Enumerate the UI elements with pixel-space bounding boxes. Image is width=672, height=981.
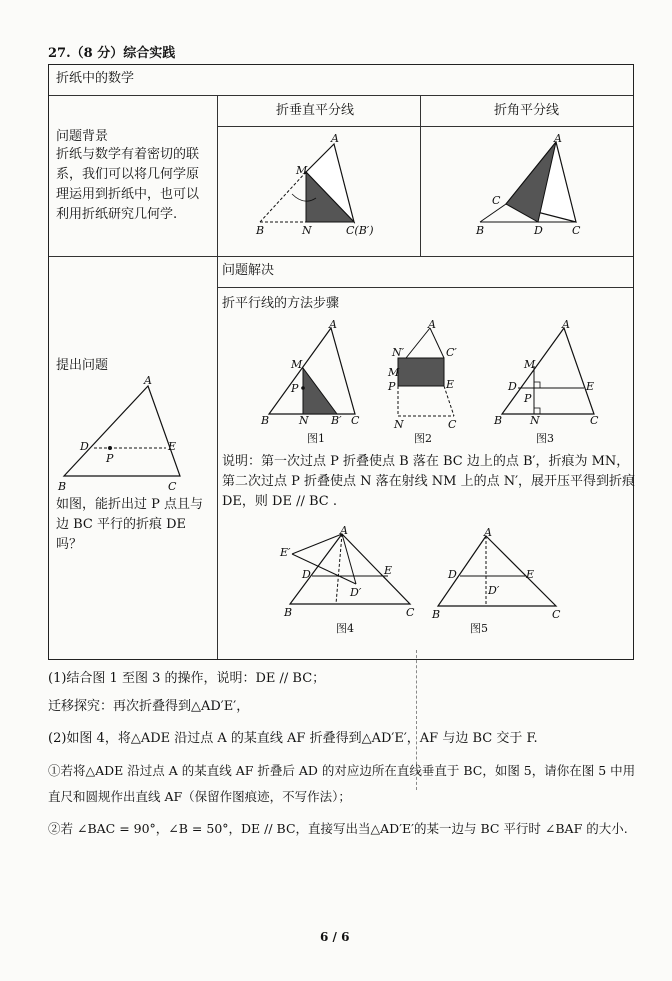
label-D: D <box>448 568 457 581</box>
label-P: P <box>388 380 396 393</box>
label-A: A <box>340 524 348 537</box>
label-Cp: C′ <box>446 346 457 359</box>
figure-1 <box>255 318 365 446</box>
explain-line-1: 说明：第一次过点 P 折叠使点 B 落在 BC 边上的点 B′，折痕为 MN， <box>222 454 630 469</box>
label-B: B <box>432 608 441 621</box>
label-E: E <box>384 564 393 577</box>
question-title: 提出问题 <box>56 358 109 373</box>
question-1: (1)结合图 1 至图 3 的操作，说明：DE // BC； <box>48 671 326 686</box>
label-D: D <box>534 224 543 237</box>
label-D: D <box>508 380 517 393</box>
background-line-4: 利用折纸研究几何学. <box>56 207 178 222</box>
label-M: M <box>388 366 400 379</box>
label-A: A <box>428 318 436 331</box>
label-A: A <box>144 374 152 387</box>
figure-1-caption: 图1 <box>307 432 325 445</box>
figure-2 <box>378 318 478 446</box>
question-line-1: 如图，能折出过 P 点且与 <box>56 497 204 512</box>
label-E: E <box>168 440 177 453</box>
label-P: P <box>524 392 532 405</box>
label-C: C <box>406 606 415 619</box>
label-B: B <box>256 224 265 237</box>
label-A: A <box>329 318 337 331</box>
label-C2: C <box>572 224 581 237</box>
question-2-2: ②若 ∠BAC = 90°，∠B = 50°，DE // BC，直接写出当△AD′E′的某一边与 BC 平行时 ∠BAF 的大小. <box>48 821 628 836</box>
label-C: C <box>448 418 457 431</box>
question-figure <box>54 372 184 494</box>
label-CB: C(B′) <box>346 224 374 237</box>
label-N: N <box>394 418 404 431</box>
label-C: C <box>552 608 561 621</box>
question-line-3: 吗？ <box>56 537 83 552</box>
angle-bisector-figure <box>470 132 600 242</box>
label-A: A <box>554 132 562 145</box>
explain-line-2: 第二次过点 P 折叠使点 N 落在射线 NM 上的点 N′，展开压平得到折痕 <box>222 474 636 489</box>
label-A: A <box>484 526 492 539</box>
col-angle-bisector: 折角平分线 <box>494 103 560 118</box>
question-2-1-line-2: 直尺和圆规作出直线 AF（保留作图痕迹，不写作法）； <box>48 789 351 804</box>
steps-title: 折平行线的方法步骤 <box>222 296 340 311</box>
explain-line-3: DE，则 DE // BC . <box>222 494 337 509</box>
label-C: C <box>492 194 501 207</box>
label-C: C <box>351 414 360 427</box>
label-N: N <box>302 224 312 237</box>
label-E: E <box>526 568 535 581</box>
label-A: A <box>562 318 570 331</box>
label-B: B <box>261 414 270 427</box>
perp-bisector-figure <box>250 132 380 242</box>
label-Dp: D′ <box>350 586 362 599</box>
label-Dp: D′ <box>488 584 500 597</box>
scan-mark <box>416 650 417 790</box>
figure-4 <box>272 524 422 636</box>
label-B: B <box>494 414 503 427</box>
figure-3-caption: 图3 <box>536 432 554 445</box>
figure-2-caption: 图2 <box>414 432 432 445</box>
label-A: A <box>331 132 339 145</box>
figure-3 <box>490 318 610 446</box>
label-P: P <box>291 382 299 395</box>
label-D: D <box>80 440 89 453</box>
col-perpendicular-bisector: 折垂直平分线 <box>276 103 355 118</box>
label-Ep: E′ <box>280 546 291 559</box>
label-B: B <box>284 606 293 619</box>
page-number: 6 / 6 <box>320 930 350 944</box>
background-line-2: 系，我们可以将几何学原 <box>56 167 200 182</box>
label-N: N <box>530 414 540 427</box>
label-E: E <box>586 380 595 393</box>
label-D: D <box>302 568 311 581</box>
label-C: C <box>168 480 177 493</box>
figure-5-caption: 图5 <box>470 622 488 635</box>
question-line-2: 边 BC 平行的折痕 DE <box>56 517 187 532</box>
label-E: E <box>446 378 455 391</box>
background-title: 问题背景 <box>56 129 109 144</box>
label-Bp: B′ <box>331 414 342 427</box>
problem-title: 27.（8 分）综合实践 <box>48 46 176 61</box>
question-2: (2)如图 4，将△ADE 沿过点 A 的某直线 AF 折叠得到△AD′E′，AF 与边 BC 交于 F. <box>48 731 538 746</box>
figure-4-caption: 图4 <box>336 622 354 635</box>
section-title: 折纸中的数学 <box>56 71 135 86</box>
question-2-1-line-1: ①若将△ADE 沿过点 A 的某直线 AF 折叠后 AD 的对应边所在直线垂直于 BC，如图 5，请你在图 5 中用 <box>48 763 636 778</box>
label-B: B <box>476 224 485 237</box>
label-M: M <box>524 358 536 371</box>
solve-title: 问题解决 <box>222 263 275 278</box>
label-Np: N′ <box>392 346 405 359</box>
label-M: M <box>291 358 303 371</box>
figure-5 <box>428 524 568 636</box>
label-M: M <box>296 164 308 177</box>
label-B: B <box>58 480 67 493</box>
label-P: P <box>106 452 114 465</box>
label-N: N <box>299 414 309 427</box>
background-line-3: 理运用到折纸中，也可以 <box>56 187 200 202</box>
label-C: C <box>590 414 599 427</box>
background-line-1: 折纸与数学有着密切的联 <box>56 147 200 162</box>
transfer-explore: 迁移探究：再次折叠得到△AD′E′， <box>48 699 250 714</box>
